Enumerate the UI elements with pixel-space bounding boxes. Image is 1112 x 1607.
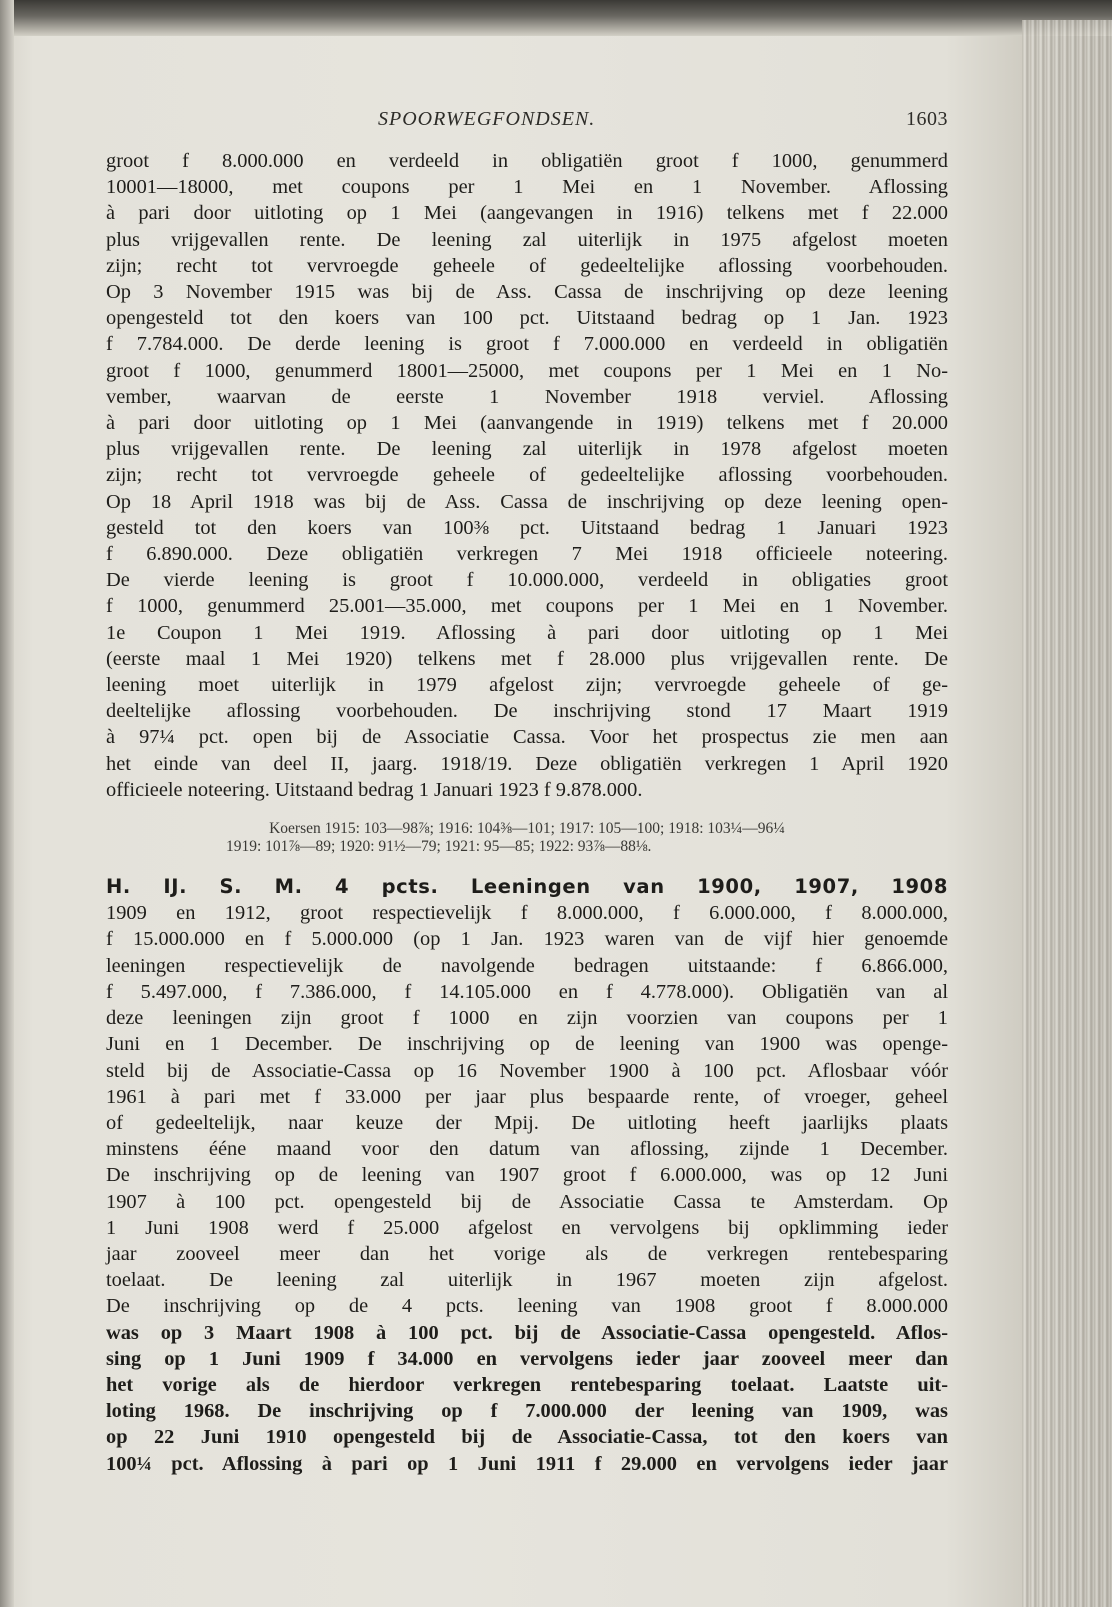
koersen-line: 1919: 101⅞—89; 1920: 91½—79; 1921: 95—85; 1922: 93⅞—88⅛.	[226, 838, 652, 856]
text-line: zijn; recht tot vervroegde geheele of gedeeltelijke aflossing voorbehouden.	[106, 254, 948, 277]
koersen-quotes	[106, 820, 948, 856]
text-line: Op 3 November 1915 was bij de Ass. Cassa de inschrijving op deze leening	[106, 281, 948, 304]
scan-left-edge	[0, 0, 14, 1607]
page-content	[106, 108, 948, 1477]
scan-top-shadow	[0, 0, 1112, 36]
text-line: zijn; recht tot vervroegde geheele of gedeeltelijke aflossing voorbehouden.	[106, 464, 948, 487]
text-line: 1e Coupon 1 Mei 1919. Aflossing à pari door uitloting op 1 Mei	[106, 621, 948, 644]
text-line: f 5.497.000, f 7.386.000, f 14.105.000 en f 4.778.000). Obligatiën van al	[106, 980, 948, 1003]
text-line: f 1000, genummerd 25.001—35.000, met coupons per 1 Mei en 1 November.	[106, 595, 948, 618]
text-line: het vorige als de hierdoor verkregen rentebesparing toelaat. Laatste uit-	[106, 1373, 948, 1396]
text-line: het einde van deel II, jaarg. 1918/19. Deze obligatiën verkregen 1 April 1920	[106, 752, 948, 775]
text-line: à 97¼ pct. open bij de Associatie Cassa. Voor het prospectus zie men aan	[106, 726, 948, 749]
text-line: 1961 à pari met f 33.000 per jaar plus bespaarde rente, of vroeger, geheel	[106, 1085, 948, 1108]
text-line: à pari door uitloting op 1 Mei (aangevangen in 1916) telkens met f 22.000	[106, 202, 948, 225]
text-line: 1909 en 1912, groot respectievelijk f 8.000.000, f 6.000.000, f 8.000.000,	[106, 902, 948, 925]
text-line: deze leeningen zijn groot f 1000 en zijn voorzien van coupons per 1	[106, 1007, 948, 1030]
text-line: plus vrijgevallen rente. De leening zal uiterlijk in 1975 afgelost moeten	[106, 228, 948, 251]
text-line: sing op 1 Juni 1909 f 34.000 en vervolgens ieder jaar zooveel meer dan	[106, 1347, 948, 1370]
running-title: SPOORWEGFONDSEN.	[378, 108, 596, 130]
text-line: De inschrijving op de 4 pcts. leening van 1908 groot f 8.000.000	[106, 1295, 948, 1318]
book-page-edges	[1022, 20, 1112, 1607]
text-line: (eerste maal 1 Mei 1920) telkens met f 28.000 plus vrijgevallen rente. De	[106, 647, 948, 670]
text-line: officieele noteering. Uitstaand bedrag 1 Januari 1923 f 9.878.000.	[106, 778, 643, 801]
running-header	[106, 108, 948, 138]
text-line: 100¼ pct. Aflossing à pari op 1 Juni 1911 f 29.000 en vervolgens ieder jaar	[106, 1452, 948, 1475]
paragraph-block-2	[106, 874, 948, 1477]
text-line: f 7.784.000. De derde leening is groot f 7.000.000 en verdeeld in obligatiën	[106, 333, 948, 356]
text-line: vember, waarvan de eerste 1 November 1918 verviel. Aflossing	[106, 385, 948, 408]
text-line: 1 Juni 1908 werd f 25.000 afgelost en vervolgens bij opklimming ieder	[106, 1216, 948, 1239]
text-line: leeningen respectievelijk de navolgende bedragen uitstaande: f 6.866.000,	[106, 954, 948, 977]
text-line: op 22 Juni 1910 opengesteld bij de Associatie-Cassa, tot den koers van	[106, 1426, 948, 1449]
koersen-line: Koersen 1915: 103—98⅞; 1916: 104⅜—101; 1917: 105—100; 1918: 103¼—96¼	[269, 820, 785, 838]
text-line: deeltelijke aflossing voorbehouden. De inschrijving stond 17 Maart 1919	[106, 700, 948, 723]
text-line: à pari door uitloting op 1 Mei (aanvangende in 1919) telkens met f 20.000	[106, 412, 948, 435]
paragraph-block-1	[106, 148, 948, 803]
text-line: f 15.000.000 en f 5.000.000 (op 1 Jan. 1923 waren van de vijf hier genoemde	[106, 928, 948, 951]
text-line: plus vrijgevallen rente. De leening zal uiterlijk in 1978 afgelost moeten	[106, 438, 948, 461]
text-line: Juni en 1 December. De inschrijving op de leening van 1900 was openge-	[106, 1033, 948, 1056]
text-line: of gedeeltelijk, naar keuze der Mpij. De uitloting heeft jaarlijks plaats	[106, 1111, 948, 1134]
text-line: jaar zooveel meer dan het vorige als de verkregen rentebesparing	[106, 1242, 948, 1265]
text-line: De vierde leening is groot f 10.000.000, verdeeld in obligaties groot	[106, 569, 948, 592]
text-line: leening moet uiterlijk in 1979 afgelost zijn; vervroegde geheele of ge-	[106, 674, 948, 697]
text-line: toelaat. De leening zal uiterlijk in 1967 moeten zijn afgelost.	[106, 1269, 948, 1292]
text-line: loting 1968. De inschrijving op f 7.000.000 der leening van 1909, was	[106, 1400, 948, 1423]
text-line: minstens ééne maand voor den datum van aflossing, zijnde 1 December.	[106, 1138, 948, 1161]
section-heading-line: H. IJ. S. M. 4 pcts. Leeningen van 1900, 1907, 1908	[106, 875, 948, 899]
text-line: groot f 1000, genummerd 18001—25000, met coupons per 1 Mei en 1 No-	[106, 359, 948, 382]
text-line: was op 3 Maart 1908 à 100 pct. bij de Associatie-Cassa opengesteld. Aflos-	[106, 1321, 948, 1344]
text-line: f 6.890.000. Deze obligatiën verkregen 7 Mei 1918 officieele noteering.	[106, 543, 948, 566]
text-line: opengesteld tot den koers van 100 pct. Uitstaand bedrag op 1 Jan. 1923	[106, 307, 948, 330]
text-line: gesteld tot den koers van 100⅜ pct. Uitstaand bedrag 1 Januari 1923	[106, 516, 948, 539]
text-line: De inschrijving op de leening van 1907 groot f 6.000.000, was op 12 Juni	[106, 1164, 948, 1187]
text-line: 1907 à 100 pct. opengesteld bij de Associatie Cassa te Amsterdam. Op	[106, 1190, 948, 1213]
text-line: groot f 8.000.000 en verdeeld in obligatiën groot f 1000, genummerd	[106, 150, 948, 172]
text-line: steld bij de Associatie-Cassa op 16 November 1900 à 100 pct. Aflosbaar vóór	[106, 1059, 948, 1082]
text-line: 10001—18000, met coupons per 1 Mei en 1 November. Aflossing	[106, 176, 948, 199]
text-line: Op 18 April 1918 was bij de Ass. Cassa de inschrijving op deze leening open-	[106, 490, 948, 513]
page-number: 1603	[906, 108, 948, 130]
